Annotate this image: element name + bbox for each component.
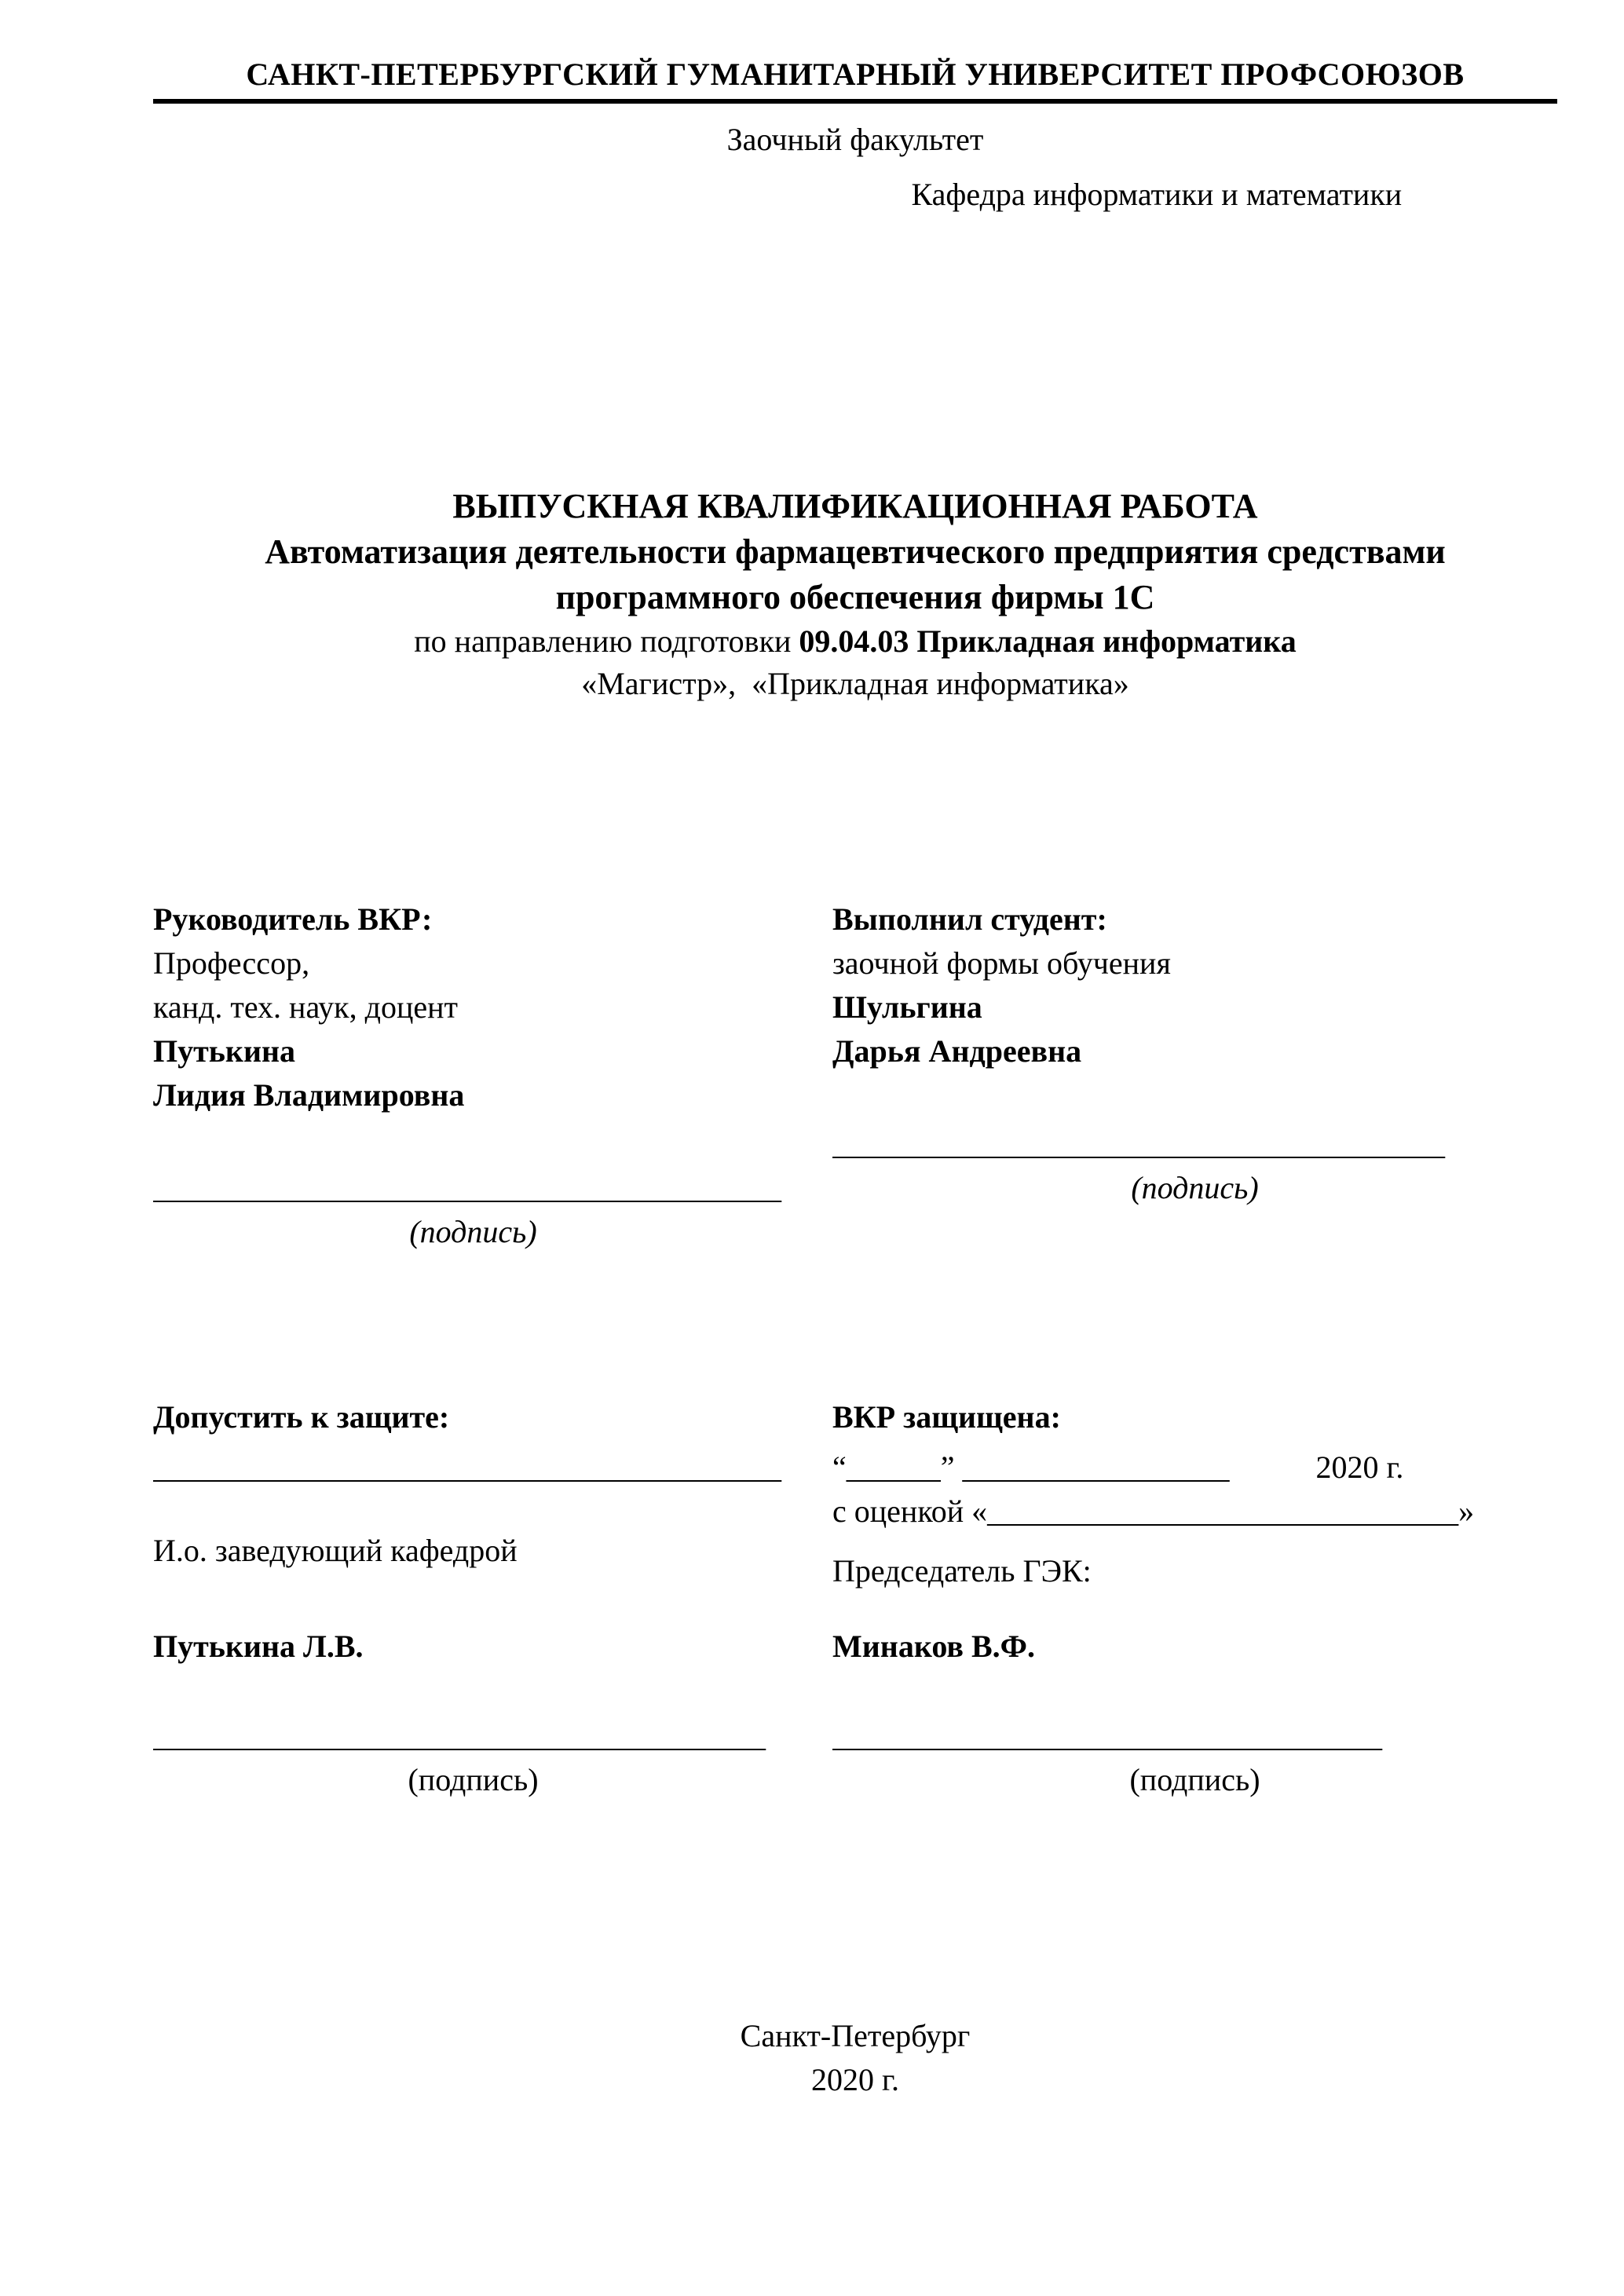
signatures-section [153,898,1557,1254]
admission-signature-caption: (подпись) [408,1762,539,1797]
column-gap [793,1395,832,1802]
advisor-name-line1: Путькина [153,1033,296,1069]
footer-city: Санкт-Петербург [740,2018,971,2053]
defense-label: ВКР защищена: [832,1399,1061,1435]
defense-block [832,1395,1557,1802]
advisor-name-line2: Лидия Владимировна [153,1077,465,1113]
student-signature-line: _______________________________________ [832,1126,1445,1161]
thesis-title-line2: программного обеспечения фирмы 1С [555,578,1155,616]
date-close-quote: ” [940,1450,963,1485]
grade-suffix: » [1458,1493,1475,1529]
student-form-line: заочной формы обучения [832,945,1171,981]
work-type-title: ВЫПУСКНАЯ КВАЛИФИКАЦИОННАЯ РАБОТА [452,487,1258,525]
footer-year: 2020 г. [811,2062,899,2097]
title-block [153,484,1557,705]
student-block [832,898,1557,1254]
date-month-blank: _________________ [962,1450,1230,1485]
admission-position: И.о. заведующий кафедрой [153,1533,518,1568]
direction-code: 09.04.03 Прикладная информатика [799,623,1297,659]
student-label: Выполнил студент: [832,901,1107,937]
student-name-line2: Дарья Андреевна [832,1033,1082,1069]
column-gap [793,898,832,1254]
student-name-line1: Шульгина [832,989,982,1025]
university-header: САНКТ-ПЕТЕРБУРГСКИЙ ГУМАНИТАРНЫЙ УНИВЕРСИТЕТ ПРОФСОЮЗОВ [246,57,1465,92]
advisor-signature-line: ________________________________________ [153,1170,781,1205]
degree-line: «Магистр», «Прикладная информатика» [581,666,1129,701]
header-rule [153,99,1557,104]
department-line: Кафедра информатики и математики [911,177,1403,212]
advisor-block [153,898,793,1254]
chairman-label: Председатель ГЭК: [832,1553,1092,1589]
faculty-line: Заочный факультет [726,122,984,157]
chairman-name: Минаков В.Ф. [832,1629,1036,1664]
direction-line [153,620,1557,663]
grade-prefix: с оценкой « [832,1493,988,1529]
direction-prefix: по направлению подготовки [414,623,799,659]
date-day-blank: ______ [846,1450,941,1485]
admission-label: Допустить к защите: [153,1399,450,1435]
advisor-position-line1: Профессор, [153,945,310,981]
footer-block [153,2014,1557,2102]
admission-block [153,1395,793,1802]
approval-section [153,1395,1557,1802]
grade-blank: ______________________________ [987,1493,1459,1529]
admission-signature-line: _______________________________________ [153,1718,766,1753]
defense-date-line [832,1446,1557,1490]
defense-grade-line [832,1490,1557,1534]
defense-signature-line: ___________________________________ [832,1718,1382,1753]
admission-name: Путькина Л.В. [153,1629,364,1664]
advisor-label: Руководитель ВКР: [153,901,433,937]
advisor-position-line2: канд. тех. наук, доцент [153,989,459,1025]
admission-blank-line: ________________________________________ [153,1450,781,1485]
advisor-signature-caption: (подпись) [409,1214,537,1249]
thesis-title-line1: Автоматизация деятельности фармацевтического предприятия средствами [265,532,1446,571]
defense-signature-caption: (подпись) [1129,1762,1260,1797]
date-open-quote: “ [832,1450,847,1485]
date-year: 2020 г. [1315,1450,1404,1485]
student-signature-caption: (подпись) [1131,1170,1259,1205]
